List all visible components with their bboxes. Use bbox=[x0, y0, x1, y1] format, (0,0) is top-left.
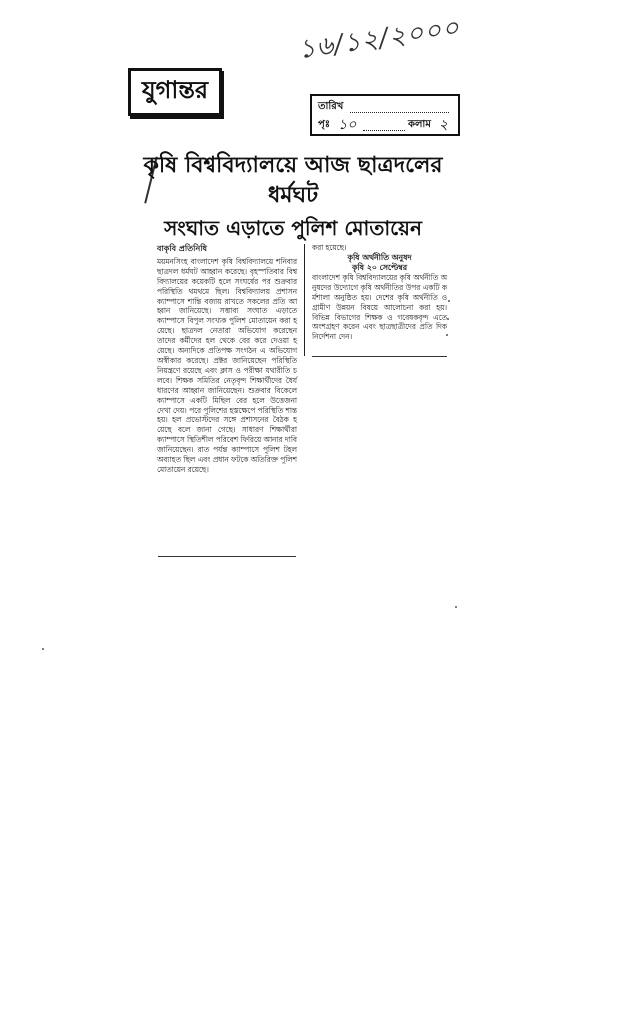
stamp-column-value: ২ bbox=[438, 117, 448, 133]
stamp-page-value: ১০ bbox=[338, 117, 357, 133]
headline-line-2: সংঘাত এড়াতে পুলিশ মোতায়েন bbox=[164, 216, 422, 240]
column-2-intro: করা হয়েছে। bbox=[312, 243, 347, 252]
scan-speck bbox=[42, 648, 44, 650]
scan-speck bbox=[448, 300, 450, 302]
handwritten-date: ১৬/১২/২০০০ bbox=[296, 12, 462, 66]
column-2-subhead-2: কৃষি ২০ সেপ্টেম্বর bbox=[352, 262, 407, 272]
stamp-column-label: কলাম bbox=[407, 118, 431, 130]
stamp-date-dots bbox=[350, 102, 449, 113]
article-column-1 bbox=[157, 244, 297, 475]
stamp-page-row bbox=[318, 116, 452, 134]
article-headline bbox=[138, 150, 448, 242]
column-1-body: ময়মনসিংহ বাংলাদেশ কৃষি বিশ্ববিদ্যালয়ে শনিবার ছাত্রদল ধর্মঘট আহ্বান করেছে। বৃহস্পতিবার বিশ্ববিদ্যালয়ের কয়েকটি হলে সংঘর্ষের পর শুক্রবার পরিস্থিতি থমথমে ছিল। বিশ্ববিদ্যালয় প্রশাসন ক্যাম্পাসে শান্তি বজায় রাখতে সকলের প্রতি আহ্বান জানিয়েছে। সম্ভাব্য সংঘাত এড়াতে ক্যাম্পাসে বিপুল সংখ্যক পুলিশ মোতায়েন করা হয়েছে। ছাত্রদল নেতারা অভিযোগ করেছেন তাদের কর্মীদের হল থেকে বের করে দেওয়া হয়েছে। অন্যদিকে প্রতিপক্ষ সংগঠন এ অভিযোগ অস্বীকার করেছে। প্রক্টর জানিয়েছেন পরিস্থিতি নিয়ন্ত্রণে রয়েছে এবং ক্লাস ও পরীক্ষা যথারীতি চলবে। শিক্ষক সমিতির নেতৃবৃন্দ শিক্ষার্থীদের ধৈর্য ধারণের আহ্বান জানিয়েছেন। শুক্রবার বিকেলে ক্যাম্পাসে একটি মিছিল বের হলে উত্তেজনা দেখা দেয়। পরে পুলিশের হস্তক্ষেপে পরিস্থিতি শান্ত হয়। হল প্রভোস্টদের সঙ্গে প্রশাসনের বৈঠক হয়েছে বলে জানা গেছে। সাধারণ শিক্ষার্থীরা ক্যাম্পাসে স্থিতিশীল পরিবেশ ফিরিয়ে আনার দাবি জানিয়েছেন। রাত পর্যন্ত ক্যাম্পাসে পুলিশ টহল অব্যাহত ছিল এবং প্রধান ফটকে অতিরিক্ত পুলিশ মোতায়েন রয়েছে। bbox=[157, 256, 297, 474]
date-page-stamp bbox=[310, 94, 460, 136]
column-2-body: বাংলাদেশ কৃষি বিশ্ববিদ্যালয়ের কৃষি অর্থনীতি অনুষদের উদ্যোগে কৃষি অর্থনীতির উপর একটি কর্মশালা অনুষ্ঠিত হয়। দেশের কৃষি অর্থনীতি ও গ্রামীণ উন্নয়ন বিষয়ে আলোচনা করা হয়। বিভিন্ন বিভাগের শিক্ষক ও গবেষকবৃন্দ এতে অংশগ্রহণ করেন এবং ছাত্রছাত্রীদের প্রতি দিকনির্দেশনা দেন। bbox=[312, 272, 447, 342]
column-1-end-rule bbox=[158, 556, 296, 557]
column-2-subhead-1: কৃষি অর্থনীতি অনুষদ bbox=[347, 252, 412, 262]
scan-speck bbox=[446, 334, 448, 336]
stamp-page-dots bbox=[363, 120, 405, 131]
headline-line-1: কৃষি বিশ্ববিদ্যালয়ে আজ ছাত্রদলের ধর্মঘট bbox=[143, 152, 443, 208]
newspaper-masthead: যুগান্তর bbox=[128, 68, 222, 116]
stamp-page-label: পৃঃ bbox=[318, 118, 331, 130]
scan-speck bbox=[447, 318, 449, 320]
scan-speck bbox=[455, 606, 457, 608]
column-2-end-rule bbox=[312, 356, 447, 357]
column-divider bbox=[304, 244, 305, 356]
article-column-2 bbox=[312, 243, 447, 342]
article-byline: বাকৃবি প্রতিনিধি bbox=[157, 244, 207, 253]
stamp-date-label: তারিখ bbox=[318, 100, 344, 112]
